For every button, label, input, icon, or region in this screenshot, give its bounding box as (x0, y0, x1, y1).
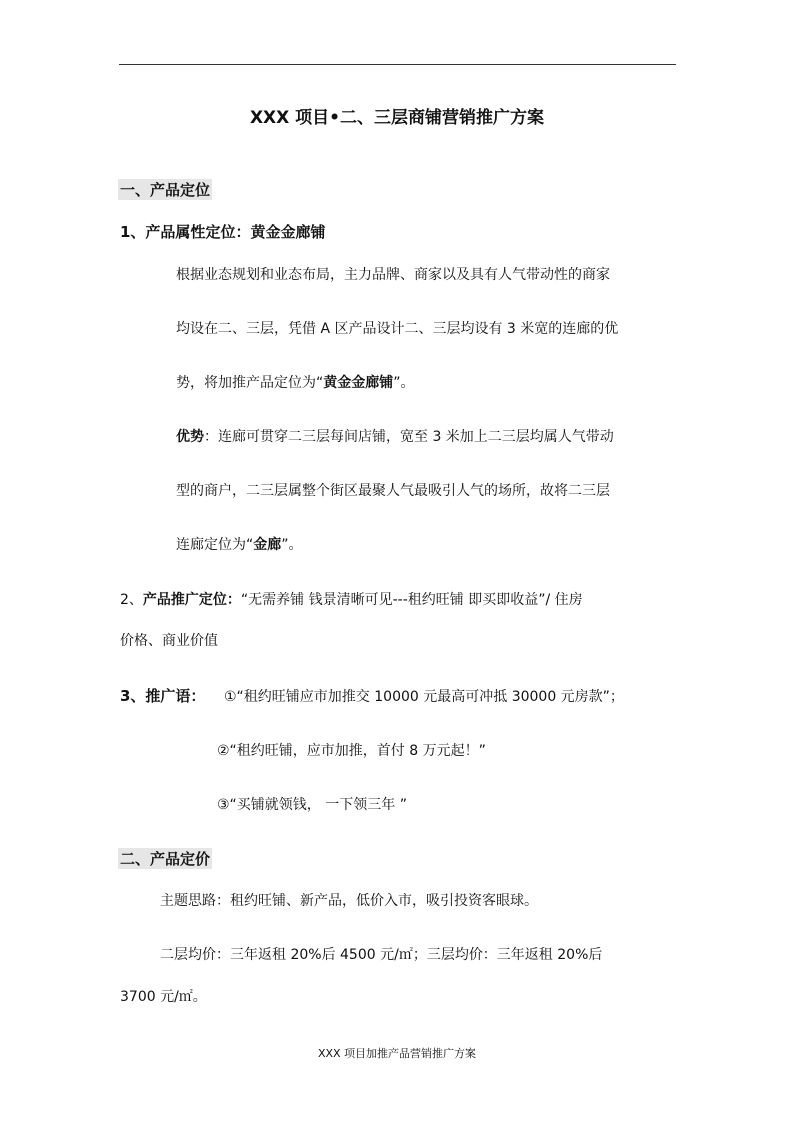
pricing-line-3: 3700 元/㎡。 (120, 989, 207, 1005)
advantage-label: 优势 (176, 429, 204, 445)
item2-text: “无需养铺 钱景清晰可见---租约旺铺 即买即收益”/ 住房 (240, 592, 583, 608)
item1-line-2: 均设在二、三层，凭借 A 区产品设计二、三层均设有 3 米宽的连廊的优 (176, 321, 619, 337)
item1-heading: 1、产品属性定位：黄金金廊铺 (120, 223, 326, 241)
header-rule (119, 64, 676, 65)
item1-line-3-bold: 黄金金廊铺 (323, 375, 394, 391)
item1-line-1: 根据业态规划和业态布局，主力品牌、商家以及具有人气带动性的商家 (176, 267, 610, 283)
document-title: XXX 项目•二、三层商铺营销推广方案 (249, 108, 545, 128)
section-heading-positioning: 一、产品定位 (120, 181, 211, 199)
advantage-line-3-bold: 金廊 (253, 537, 282, 553)
page-footer: XXX 项目加推产品营销推广方案 (317, 1047, 477, 1060)
advantage-line-2: 型的商户，二三层属整个街区最聚人气最吸引人气的场所，故将二三层 (176, 483, 610, 499)
item1-line-3-pre: 势，将加推产品定位为“ (176, 375, 324, 391)
slogan-2: ②“租约旺铺，应市加推，首付 8 万元起！” (217, 743, 486, 759)
advantage-line-3 (176, 534, 303, 554)
pricing-line-1: 主题思路：租约旺铺、新产品，低价入市，吸引投资客眼球。 (160, 893, 538, 909)
item2-line-2: 价格、商业价值 (120, 633, 218, 649)
advantage-text-1: ：连廊可贯穿二三层每间店铺，宽至 3 米加上二三层均属人气带动 (204, 429, 614, 445)
advantage-line-1 (176, 426, 614, 446)
item2-label: 产品推广定位： (142, 592, 241, 608)
item1-line-3 (176, 372, 415, 392)
item2-line-1 (120, 589, 583, 609)
pricing-line-2: 二层均价：三年返租 20%后 4500 元/㎡；三层均价：三年返租 20%后 (160, 947, 603, 963)
section-heading-pricing: 二、产品定价 (120, 850, 211, 868)
advantage-line-3-pre: 连廊定位为“ (176, 537, 254, 553)
item2-number: 2、 (120, 592, 143, 608)
item3-label: 3、推广语： (120, 687, 206, 705)
item1-line-3-post: ”。 (393, 375, 415, 391)
slogan-1: ①“租约旺铺应市加推交 10000 元最高可冲抵 30000 元房款”； (224, 689, 624, 705)
advantage-line-3-post: ”。 (281, 537, 303, 553)
slogan-3: ③“买铺就领钱， 一下领三年 ” (217, 797, 407, 813)
